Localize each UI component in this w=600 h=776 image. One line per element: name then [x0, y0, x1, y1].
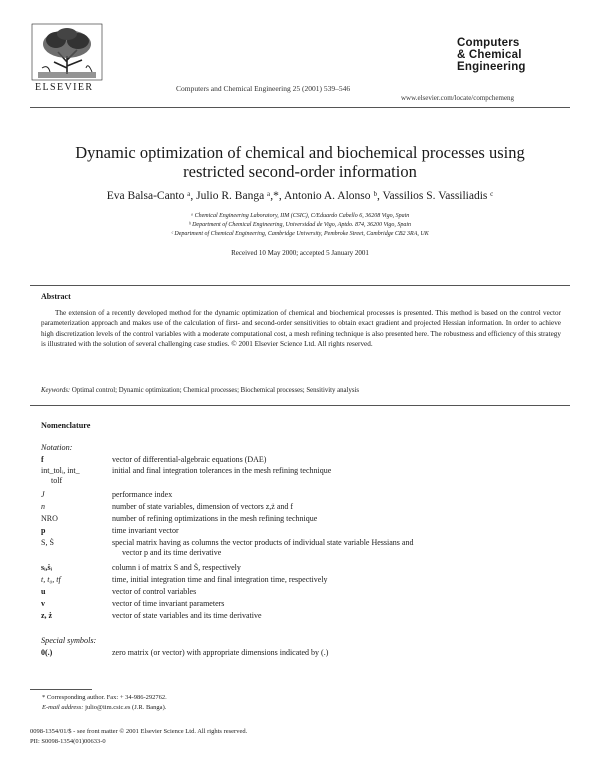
- nomenclature-description: number of state variables, dimension of vectors z,ż and f: [112, 502, 294, 511]
- keywords: [41, 387, 561, 394]
- nomenclature-description: [112, 538, 562, 558]
- nomenclature-description-line-2: vector p and its time derivative: [122, 548, 222, 557]
- nomenclature-symbol: n: [41, 502, 45, 511]
- keywords-list: Optimal control; Dynamic optimization; Chemical processes; Biochemical processes; Sensitivity analysis: [71, 387, 360, 394]
- nomenclature-symbol: [41, 466, 111, 486]
- email-note: [42, 704, 166, 711]
- journal-citation: Computers and Chemical Engineering 25 (2001) 539–546: [176, 84, 351, 93]
- nomenclature-symbol: J: [41, 490, 45, 499]
- nomenclature-description: performance index: [112, 490, 173, 499]
- email-address[interactable]: julio@iim.csic.es (J.R. Banga).: [85, 704, 167, 711]
- elsevier-logo: [30, 22, 104, 92]
- affiliation-a: ᵃ Chemical Engineering Laboratory, IIM (CSIC), C/Eduardo Cabello 6, 36208 Vigo, Spain: [190, 213, 410, 219]
- nomenclature-description: column i of matrix S and Ṡ, respectively: [112, 563, 241, 572]
- author-list: Eva Balsa-Canto ᵃ, Julio R. Banga ᵃ,*, Antonio A. Alonso ᵇ, Vassilios S. Vassiliadis ᶜ: [106, 190, 494, 202]
- nomenclature-symbol: 0(.): [41, 648, 53, 657]
- nomenclature-symbol-line-2: tolf: [51, 476, 63, 485]
- nomenclature-symbol: NRO: [41, 514, 58, 523]
- nomenclature-symbol: v: [41, 599, 45, 608]
- affiliation-b: ᵇ Department of Chemical Engineering, Universidad de Vigo, Aptdo. 874, 36200 Vigo, Spain: [188, 222, 412, 228]
- journal-brand-line-2: & Chemical: [457, 49, 522, 61]
- nomenclature-description: vector of time invariant parameters: [112, 599, 225, 608]
- notation-label: Notation:: [41, 443, 73, 452]
- nomenclature-description-line-1: special matrix having as columns the vector products of individual state variable Hessians and: [112, 538, 414, 547]
- journal-url[interactable]: www.elsevier.com/locate/compchemeng: [401, 94, 515, 102]
- nomenclature-symbol: u: [41, 587, 46, 596]
- journal-brand-line-3: Engineering: [457, 61, 526, 73]
- article-title: [0, 143, 600, 181]
- nomenclature-row: [41, 538, 561, 560]
- article-title-line-2: restricted second-order information: [183, 162, 417, 181]
- footnote-rule: [30, 689, 92, 690]
- nomenclature-description: vector of control variables: [112, 587, 197, 596]
- abstract-text: The extension of a recently developed method for the dynamic optimization of chemical and biochemical processes is presented. This method is based on the control vector parameterization approach and makes use of the calculation of first- and second-order sensitivities to obtain exact gradient and projected Hessian information. In order to achieve high discretization levels of the control variables with a moderate computational cost, a mesh refining technique is also presented here. The robustness and efficiency of this strategy is illustrated with the solution of several challenging case studies. © 2001 Elsevier Science Ltd. All rights reserved.: [41, 309, 561, 349]
- nomenclature-description: initial and final integration tolerances in the mesh refining technique: [112, 466, 332, 475]
- nomenclature-symbol: z, ż: [41, 611, 53, 620]
- nomenclature-description: vector of differential-algebraic equations (DAE): [112, 455, 267, 464]
- nomenclature-description: zero matrix (or vector) with appropriate dimensions indicated by (.): [112, 648, 329, 657]
- corresponding-author-note: * Corresponding author. Fax: + 34-986-292762.: [42, 694, 167, 701]
- abstract-bottom-rule: [30, 405, 570, 406]
- nomenclature-symbol: S, Ṡ: [41, 538, 54, 547]
- publisher-name: ELSEVIER: [35, 82, 94, 93]
- received-dates: Received 10 May 2000; accepted 5 January 2001: [231, 249, 369, 257]
- nomenclature-symbol: f: [41, 455, 44, 464]
- nomenclature-description: number of refining optimizations in the mesh refining technique: [112, 514, 318, 523]
- special-symbols-label: Special symbols:: [41, 636, 97, 645]
- nomenclature-symbol: p: [41, 526, 46, 535]
- issn-line: 0098-1354/01/$ - see front matter © 2001 Elsevier Science Ltd. All rights reserved.: [30, 728, 248, 735]
- nomenclature-row: [41, 466, 561, 488]
- nomenclature-symbol: sᵢ,ṡᵢ: [41, 563, 53, 572]
- nomenclature-heading: Nomenclature: [41, 421, 91, 430]
- nomenclature-symbol: t, t₀, tf: [41, 575, 61, 584]
- abstract-heading: Abstract: [41, 292, 71, 301]
- email-label: E-mail address:: [42, 704, 84, 711]
- elsevier-tree-emblem-icon: [30, 22, 104, 82]
- pii-line: PII: S0098-1354(01)00633-0: [30, 738, 106, 745]
- abstract-top-rule: [30, 285, 570, 286]
- nomenclature-description: vector of state variables and its time derivative: [112, 611, 262, 620]
- nomenclature-symbol-line-1: int_tolᵢ, int_: [41, 466, 80, 475]
- journal-brand-line-1: Computers: [457, 37, 520, 49]
- affiliation-c: ᶜ Department of Chemical Engineering, Cambridge University, Pembroke Street, Cambridge CB2 3RA, UK: [171, 231, 429, 237]
- journal-brand: [457, 37, 526, 73]
- header-rule: [30, 107, 570, 108]
- nomenclature-description: time invariant vector: [112, 526, 179, 535]
- article-title-line-1: Dynamic optimization of chemical and biochemical processes using: [75, 143, 525, 162]
- keywords-label: Keywords:: [41, 387, 71, 394]
- nomenclature-description: time, initial integration time and final integration time, respectively: [112, 575, 328, 584]
